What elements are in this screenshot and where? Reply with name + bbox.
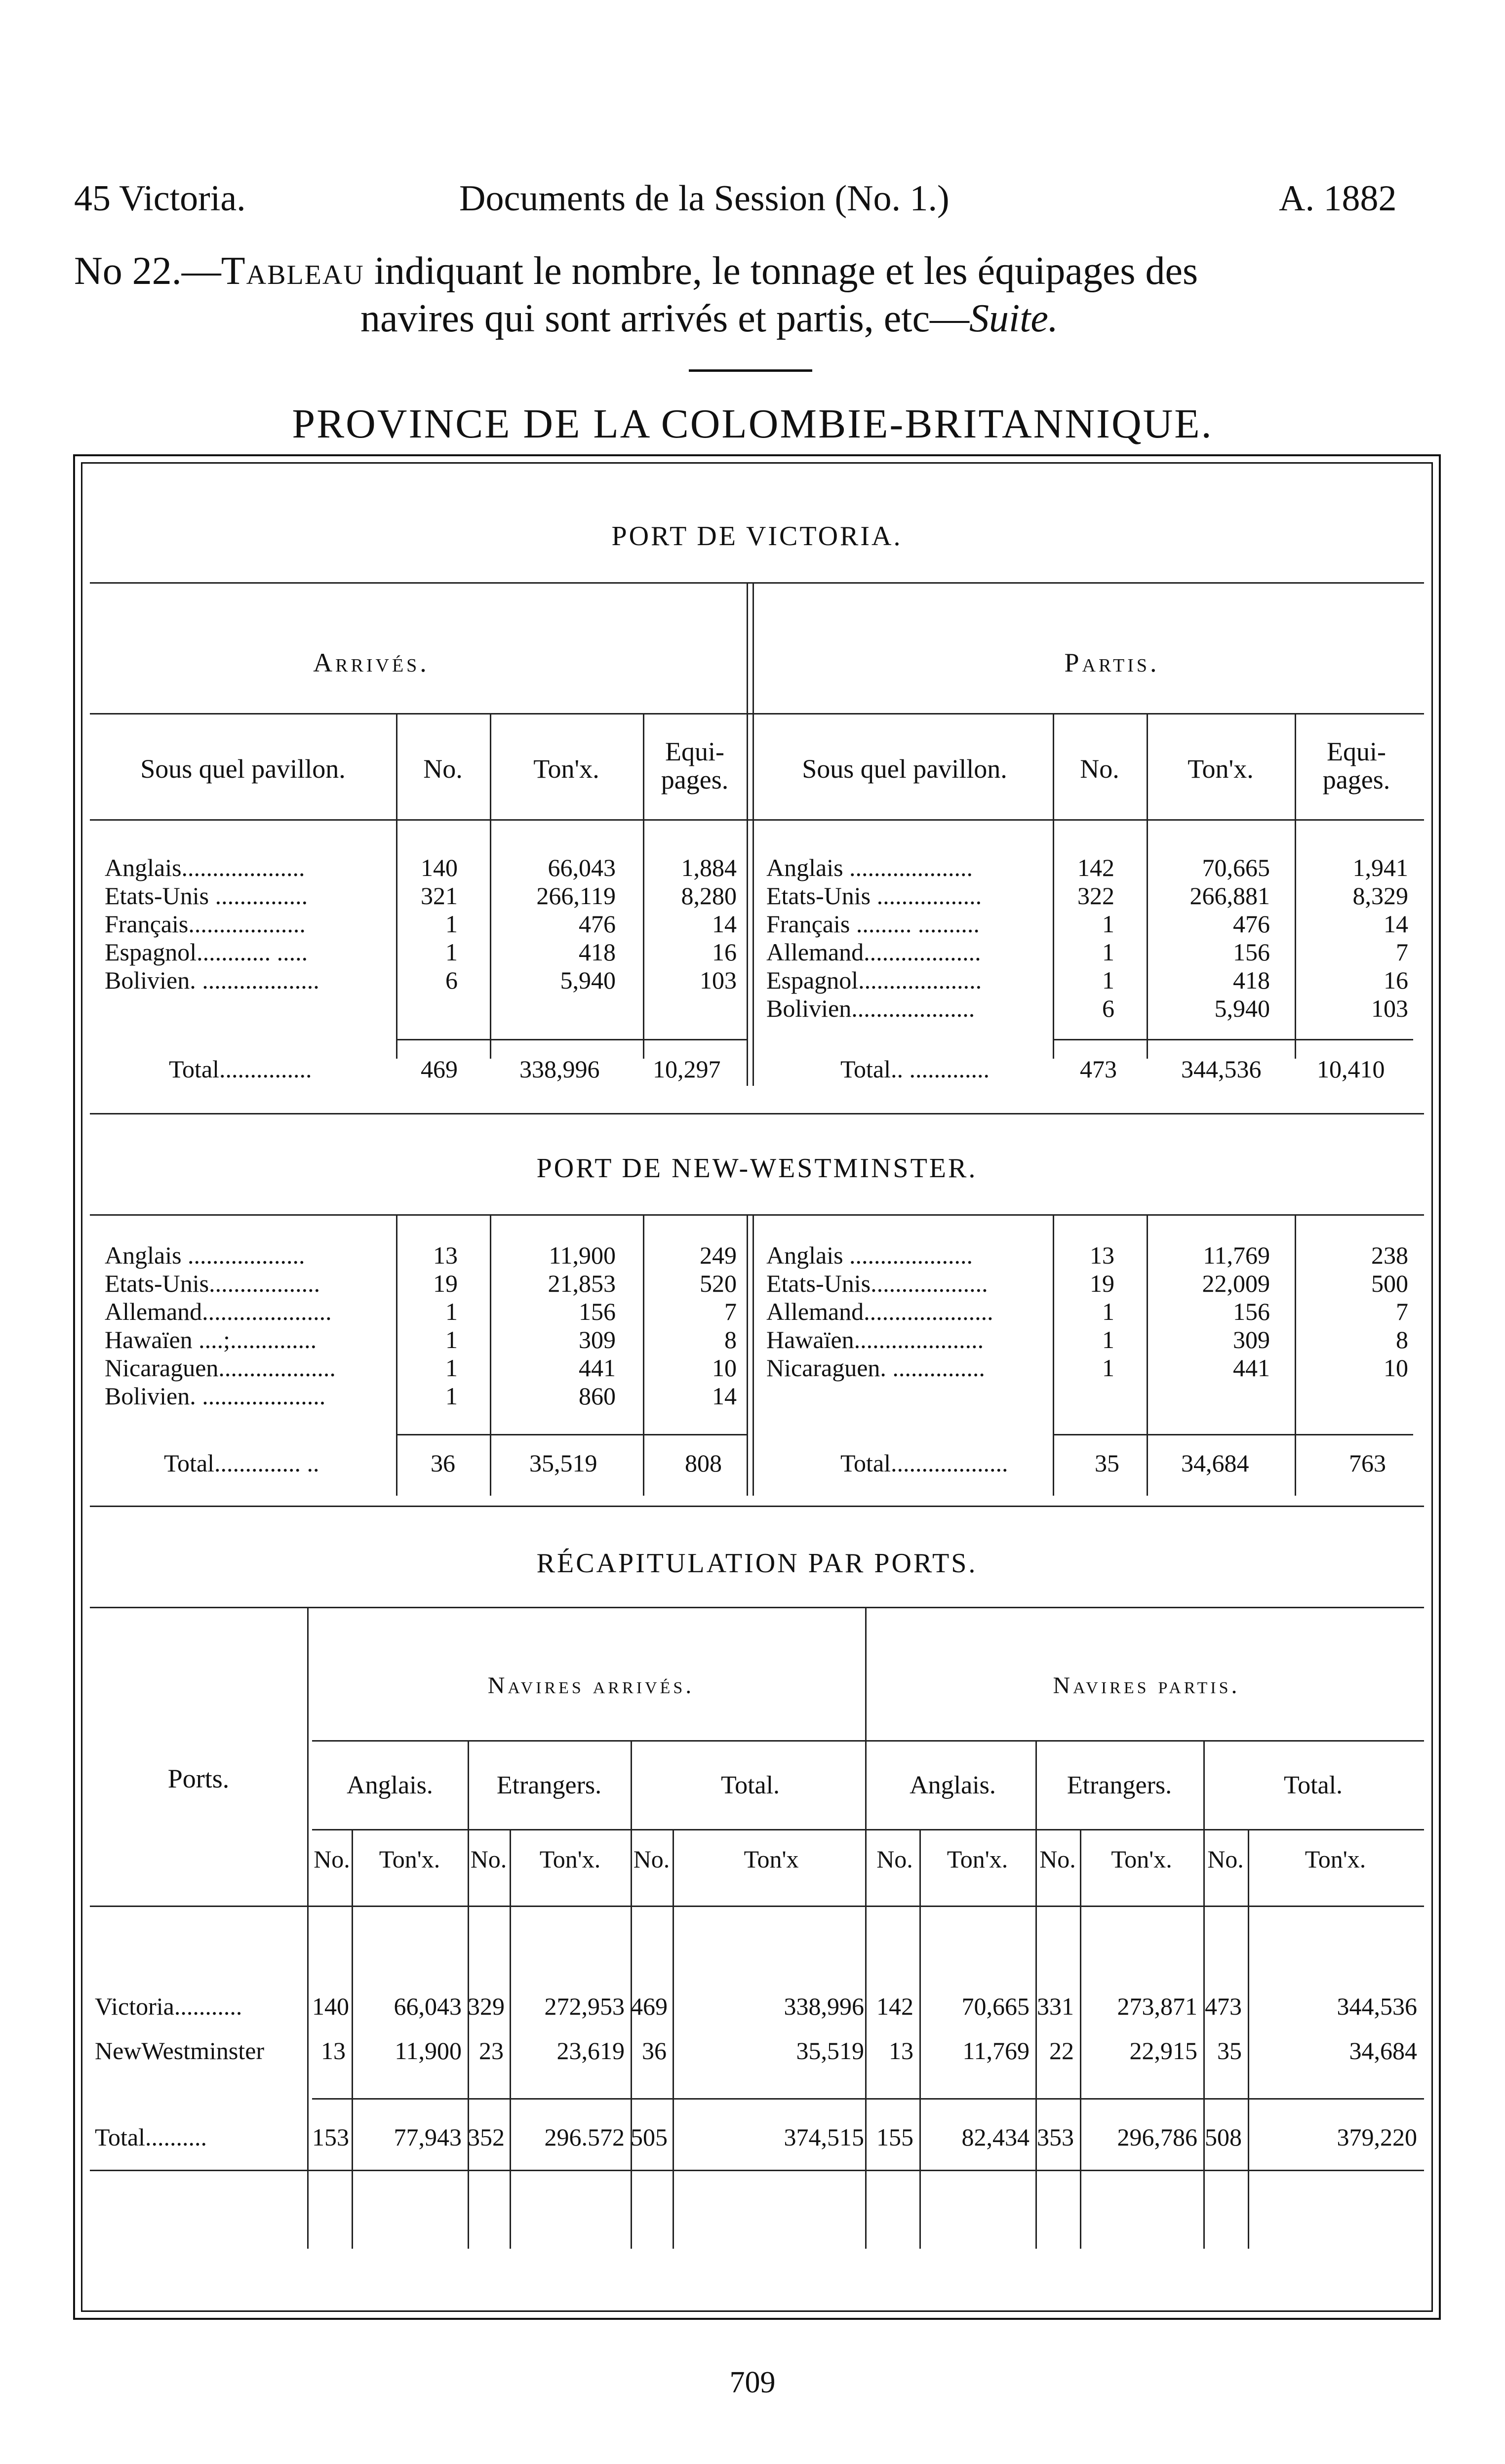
- flag-cell: Bolivien....................: [766, 994, 975, 1022]
- number-cell: 1: [445, 910, 458, 938]
- recap-row-total-cell: 77,943: [394, 2123, 462, 2151]
- recap-row-total-cell: 505: [631, 2123, 668, 2151]
- title-line1-rest: indiquant le nombre, le tonnage et les équipages des: [364, 249, 1198, 293]
- recap-row-total-cell: 82,434: [961, 2123, 1030, 2151]
- header-series: A. 1882: [1279, 178, 1397, 219]
- province-heading: PROVINCE DE LA COLOMBIE-BRITANNIQUE.: [292, 401, 1213, 447]
- victoria-departures-total-ton: 344,536: [1181, 1055, 1262, 1083]
- flag-cell: Allemand...................: [766, 938, 981, 966]
- flag-cell: Français ......... ..........: [766, 910, 980, 938]
- col-eq-departures: Equi- pages.: [1322, 737, 1390, 795]
- tonnage-cell: 309: [579, 1326, 616, 1353]
- recap-row-victoria-cell: 329: [468, 1992, 505, 2020]
- recap-arrivals-heading: Navires arrivés.: [487, 1672, 695, 1699]
- flag-cell: Etats-Unis..................: [105, 1270, 320, 1297]
- tonnage-cell: 22,009: [1202, 1270, 1270, 1297]
- westminster-departures-ton: [1149, 1241, 1270, 1382]
- recap-group-heading: Total.: [1283, 1771, 1343, 1799]
- number-cell: 1: [1102, 1326, 1114, 1353]
- flag-cell: Allemand.....................: [105, 1298, 332, 1325]
- recap-row-victoria-cell: 338,996: [784, 1992, 864, 2020]
- section-title-westminster: PORT DE NEW-WESTMINSTER.: [536, 1153, 978, 1184]
- recap-ports-heading: Ports.: [167, 1764, 230, 1793]
- recap-row-total-cell: 155: [876, 2123, 913, 2151]
- table-title-line2: [360, 296, 1058, 341]
- flag-cell: Anglais ....................: [766, 854, 973, 881]
- recap-row-victoria-cell: 66,043: [394, 1992, 462, 2020]
- tonnage-cell: 441: [579, 1354, 616, 1382]
- recap-subheading: No.: [314, 1845, 350, 1873]
- crew-cell: 14: [712, 910, 737, 938]
- recap-subheading: Ton'x.: [947, 1845, 1008, 1873]
- tonnage-cell: 156: [1233, 1298, 1270, 1325]
- tonnage-cell: 11,769: [1203, 1241, 1270, 1269]
- recap-subheading: No.: [633, 1845, 670, 1873]
- westminster-departures-total-ton: 34,684: [1181, 1449, 1249, 1477]
- rule: [90, 1113, 1424, 1114]
- column-divider: [643, 713, 644, 1059]
- westminster-departures-no: [1055, 1241, 1114, 1382]
- flag-cell: Anglais ....................: [766, 1241, 973, 1269]
- crew-cell: 8,329: [1352, 882, 1408, 910]
- rule: [396, 1434, 747, 1435]
- number-cell: 1: [1102, 1354, 1114, 1382]
- victoria-arrivals-ton: [492, 854, 616, 994]
- westminster-arrivals-ton: [492, 1241, 616, 1410]
- header-document-title: Documents de la Session (No. 1.): [459, 178, 950, 219]
- flag-cell: Nicaraguen...................: [105, 1354, 336, 1382]
- crew-cell: 8: [724, 1326, 737, 1353]
- number-cell: 1: [1102, 966, 1114, 994]
- title-keyword: Tableau: [221, 249, 364, 293]
- recap-row-westminster-cell: 36: [642, 2037, 667, 2065]
- victoria-arrivals-total-label: Total...............: [169, 1055, 312, 1083]
- westminster-arrivals-no: [398, 1241, 458, 1410]
- column-divider: [1295, 1214, 1296, 1496]
- recap-row-westminster-cell: 35,519: [796, 2037, 864, 2065]
- westminster-departures-total-eq: 763: [1349, 1449, 1386, 1477]
- westminster-departures-eq: [1297, 1241, 1408, 1382]
- tonnage-cell: 11,900: [549, 1241, 616, 1269]
- rule: [1053, 1434, 1413, 1435]
- flag-cell: Allemand.....................: [766, 1298, 993, 1325]
- crew-cell: 1,941: [1352, 854, 1408, 881]
- recap-row-total-cell: 379,220: [1337, 2123, 1417, 2151]
- recap-row-total-cell: 296.572: [544, 2123, 625, 2151]
- header-session-year: 45 Victoria.: [74, 178, 246, 219]
- column-divider: [752, 1214, 754, 1496]
- recap-row-total-cell: 153: [312, 2123, 349, 2151]
- tonnage-cell: 21,853: [548, 1270, 616, 1297]
- column-divider: [1295, 713, 1296, 1059]
- crew-cell: 7: [724, 1298, 737, 1325]
- recap-row-westminster-cell: 13: [321, 2037, 346, 2065]
- flag-cell: Etats-Unis .................: [766, 882, 982, 910]
- recap-row-victoria-cell: 331: [1037, 1992, 1074, 2020]
- crew-cell: 238: [1371, 1241, 1408, 1269]
- col-eq-arrivals: Equi- pages.: [661, 737, 729, 795]
- col-flag-departures: Sous quel pavillon.: [802, 754, 1007, 784]
- westminster-departures-total-no: 35: [1095, 1449, 1119, 1477]
- recap-row-westminster-cell: 23,619: [556, 2037, 625, 2065]
- rule: [312, 1740, 1424, 1742]
- number-cell: 19: [1090, 1270, 1114, 1297]
- rule: [90, 2170, 1424, 2171]
- recap-row-victoria-cell: 272,953: [544, 1992, 625, 2020]
- victoria-arrivals-no: [398, 854, 458, 994]
- title-prefix: No 22.—: [74, 249, 221, 293]
- flag-cell: Bolivien. ...................: [105, 966, 319, 994]
- crew-cell: 14: [712, 1382, 737, 1410]
- recap-group-heading: Total.: [720, 1771, 780, 1799]
- rule: [90, 819, 1424, 821]
- section-title-victoria: PORT DE VICTORIA.: [611, 521, 903, 552]
- victoria-arrivals-eq: [645, 854, 737, 994]
- recap-subheading: Ton'x.: [1111, 1845, 1172, 1873]
- flag-cell: Hawaïen ....;..............: [105, 1326, 317, 1353]
- victoria-departures-flags: [766, 854, 1050, 1023]
- victoria-departures-no: [1055, 854, 1114, 1023]
- westminster-departures-flags: [766, 1241, 1050, 1382]
- col-flag-arrivals: Sous quel pavillon.: [140, 754, 346, 784]
- recap-row-total-cell: 374,515: [784, 2123, 864, 2151]
- crew-cell: 10: [1384, 1354, 1408, 1382]
- arrivals-heading: Arrivés.: [313, 648, 430, 677]
- recap-row-westminster-cell: 34,684: [1349, 2037, 1417, 2065]
- westminster-arrivals-flags: [105, 1241, 394, 1410]
- tonnage-cell: 156: [1233, 938, 1270, 966]
- victoria-arrivals-total-eq: 10,297: [653, 1055, 721, 1083]
- crew-cell: 10: [712, 1354, 737, 1382]
- rule: [90, 713, 1424, 715]
- tonnage-cell: 156: [579, 1298, 616, 1325]
- recap-row-victoria-cell: 469: [631, 1992, 668, 2020]
- flag-cell: Français...................: [105, 910, 306, 938]
- flag-cell: Bolivien. ....................: [105, 1382, 326, 1410]
- recap-row-westminster-cell: 35: [1217, 2037, 1242, 2065]
- rule: [90, 582, 1424, 584]
- rule: [90, 1506, 1424, 1507]
- column-divider: [396, 1214, 397, 1496]
- recap-row-victoria-cell: 473: [1205, 1992, 1242, 2020]
- column-divider: [307, 1607, 309, 2249]
- section-title-recap: RÉCAPITULATION PAR PORTS.: [536, 1548, 978, 1579]
- recap-row-victoria-cell: 344,536: [1337, 1992, 1417, 2020]
- victoria-departures-ton: [1149, 854, 1270, 1023]
- crew-cell: 16: [712, 938, 737, 966]
- recap-row-victoria-port: Victoria...........: [95, 1992, 242, 2020]
- crew-cell: 500: [1371, 1270, 1408, 1297]
- number-cell: 1: [445, 1382, 458, 1410]
- number-cell: 321: [421, 882, 458, 910]
- col-no-arrivals: No.: [423, 754, 463, 784]
- title-line2-text: navires qui sont arrivés et partis, etc—: [360, 297, 969, 340]
- number-cell: 1: [445, 1298, 458, 1325]
- number-cell: 322: [1077, 882, 1114, 910]
- recap-row-total-port: Total..........: [95, 2123, 207, 2151]
- tonnage-cell: 441: [1233, 1354, 1270, 1382]
- recap-row-victoria-cell: 140: [312, 1992, 349, 2020]
- recap-row-westminster-port: NewWestminster: [95, 2037, 265, 2065]
- number-cell: 140: [421, 854, 458, 881]
- tonnage-cell: 418: [579, 938, 616, 966]
- recap-row-victoria-cell: 70,665: [961, 1992, 1030, 2020]
- victoria-departures-total-label: Total.. .............: [840, 1055, 990, 1083]
- column-divider: [747, 1214, 748, 1496]
- title-line2-italic: Suite.: [969, 297, 1058, 340]
- recap-row-total-cell: 508: [1205, 2123, 1242, 2151]
- recap-row-total-cell: 353: [1037, 2123, 1074, 2151]
- westminster-arrivals-total-eq: 808: [685, 1449, 722, 1477]
- westminster-departures-total-label: Total...................: [840, 1449, 1008, 1477]
- column-divider: [490, 713, 491, 1059]
- col-ton-arrivals: Ton'x.: [533, 754, 599, 784]
- recap-subheading: Ton'x: [744, 1845, 799, 1873]
- col-ton-departures: Ton'x.: [1188, 754, 1254, 784]
- flag-cell: Anglais....................: [105, 854, 305, 881]
- victoria-arrivals-flags: [105, 854, 394, 994]
- flag-cell: Espagnol............ .....: [105, 938, 308, 966]
- column-divider: [1053, 713, 1054, 1059]
- flag-cell: Etats-Unis...................: [766, 1270, 988, 1297]
- title-separator: [689, 369, 812, 372]
- recap-subheading: No.: [1207, 1845, 1244, 1873]
- number-cell: 1: [1102, 938, 1114, 966]
- crew-cell: 8,280: [681, 882, 737, 910]
- victoria-arrivals-total-ton: 338,996: [519, 1055, 600, 1083]
- recap-group-heading: Etrangers.: [1067, 1771, 1172, 1799]
- rule: [90, 1607, 1424, 1608]
- recap-subheading: Ton'x.: [379, 1845, 440, 1873]
- rule: [1053, 1039, 1413, 1040]
- number-cell: 1: [445, 1326, 458, 1353]
- westminster-arrivals-total-no: 36: [431, 1449, 455, 1477]
- recap-row-westminster-cell: 11,900: [395, 2037, 462, 2065]
- tonnage-cell: 860: [579, 1382, 616, 1410]
- number-cell: 1: [445, 1354, 458, 1382]
- number-cell: 1: [1102, 1298, 1114, 1325]
- victoria-departures-total-no: 473: [1080, 1055, 1117, 1083]
- column-divider: [752, 582, 754, 1086]
- tonnage-cell: 266,119: [536, 882, 616, 910]
- victoria-departures-total-eq: 10,410: [1317, 1055, 1385, 1083]
- recap-row-westminster-cell: 22,915: [1129, 2037, 1197, 2065]
- page-number: 709: [729, 2366, 776, 2399]
- recap-subheading: No.: [876, 1845, 913, 1873]
- flag-cell: Anglais ...................: [105, 1241, 305, 1269]
- crew-cell: 7: [1396, 938, 1408, 966]
- number-cell: 13: [1090, 1241, 1114, 1269]
- number-cell: 6: [445, 966, 458, 994]
- column-divider: [643, 1214, 644, 1496]
- flag-cell: Etats-Unis ...............: [105, 882, 308, 910]
- tonnage-cell: 5,940: [560, 966, 616, 994]
- recap-group-heading: Anglais.: [347, 1771, 433, 1799]
- crew-cell: 103: [700, 966, 737, 994]
- column-divider: [490, 1214, 491, 1496]
- recap-row-total-cell: 296,786: [1117, 2123, 1197, 2151]
- recap-row-victoria-cell: 142: [876, 1992, 913, 2020]
- column-divider: [1053, 1214, 1054, 1496]
- crew-cell: 249: [700, 1241, 737, 1269]
- westminster-arrivals-total-ton: 35,519: [529, 1449, 597, 1477]
- crew-cell: 520: [700, 1270, 737, 1297]
- number-cell: 142: [1077, 854, 1114, 881]
- rule: [312, 1829, 1424, 1830]
- crew-cell: 7: [1396, 1298, 1408, 1325]
- column-divider: [1147, 1214, 1148, 1496]
- tonnage-cell: 66,043: [548, 854, 616, 881]
- statistics-table: [73, 454, 1441, 2320]
- victoria-arrivals-total-no: 469: [421, 1055, 458, 1083]
- tonnage-cell: 70,665: [1202, 854, 1270, 881]
- crew-cell: 8: [1396, 1326, 1408, 1353]
- crew-cell: 16: [1384, 966, 1408, 994]
- tonnage-cell: 476: [1233, 910, 1270, 938]
- rule: [90, 1214, 1424, 1216]
- number-cell: 6: [1102, 994, 1114, 1022]
- flag-cell: Hawaïen.....................: [766, 1326, 984, 1353]
- number-cell: 1: [1102, 910, 1114, 938]
- recap-row-westminster-cell: 13: [889, 2037, 913, 2065]
- col-no-departures: No.: [1080, 754, 1119, 784]
- column-divider: [747, 582, 748, 1086]
- recap-subheading: No.: [470, 1845, 507, 1873]
- departures-heading: Partis.: [1064, 648, 1160, 677]
- column-divider: [865, 1607, 867, 2249]
- column-divider: [1147, 713, 1148, 1059]
- flag-cell: Espagnol....................: [766, 966, 982, 994]
- recap-row-westminster-cell: 23: [479, 2037, 504, 2065]
- recap-group-heading: Etrangers.: [496, 1771, 602, 1799]
- tonnage-cell: 266,881: [1189, 882, 1270, 910]
- crew-cell: 1,884: [681, 854, 737, 881]
- westminster-arrivals-total-label: Total.............. ..: [164, 1449, 319, 1477]
- tonnage-cell: 476: [579, 910, 616, 938]
- recap-row-westminster-cell: 22: [1049, 2037, 1074, 2065]
- recap-departures-heading: Navires partis.: [1053, 1672, 1240, 1699]
- recap-row-victoria-cell: 273,871: [1117, 1992, 1197, 2020]
- rule: [90, 1906, 1424, 1907]
- recap-subheading: No.: [1039, 1845, 1076, 1873]
- table-title-line1: [74, 249, 1457, 294]
- tonnage-cell: 309: [1233, 1326, 1270, 1353]
- recap-subheading: Ton'x.: [1305, 1845, 1366, 1873]
- tonnage-cell: 5,940: [1214, 994, 1270, 1022]
- column-divider: [396, 713, 397, 1059]
- crew-cell: 14: [1384, 910, 1408, 938]
- recap-subheading: Ton'x.: [539, 1845, 601, 1873]
- rule: [312, 2098, 1424, 2100]
- number-cell: 1: [445, 938, 458, 966]
- westminster-arrivals-eq: [645, 1241, 737, 1410]
- number-cell: 19: [433, 1270, 458, 1297]
- rule: [396, 1039, 747, 1040]
- recap-group-heading: Anglais.: [910, 1771, 996, 1799]
- tonnage-cell: 418: [1233, 966, 1270, 994]
- crew-cell: 103: [1371, 994, 1408, 1022]
- victoria-departures-eq: [1297, 854, 1408, 1023]
- recap-row-westminster-cell: 11,769: [962, 2037, 1030, 2065]
- number-cell: 13: [433, 1241, 458, 1269]
- recap-row-total-cell: 352: [468, 2123, 505, 2151]
- flag-cell: Nicaraguen. ...............: [766, 1354, 985, 1382]
